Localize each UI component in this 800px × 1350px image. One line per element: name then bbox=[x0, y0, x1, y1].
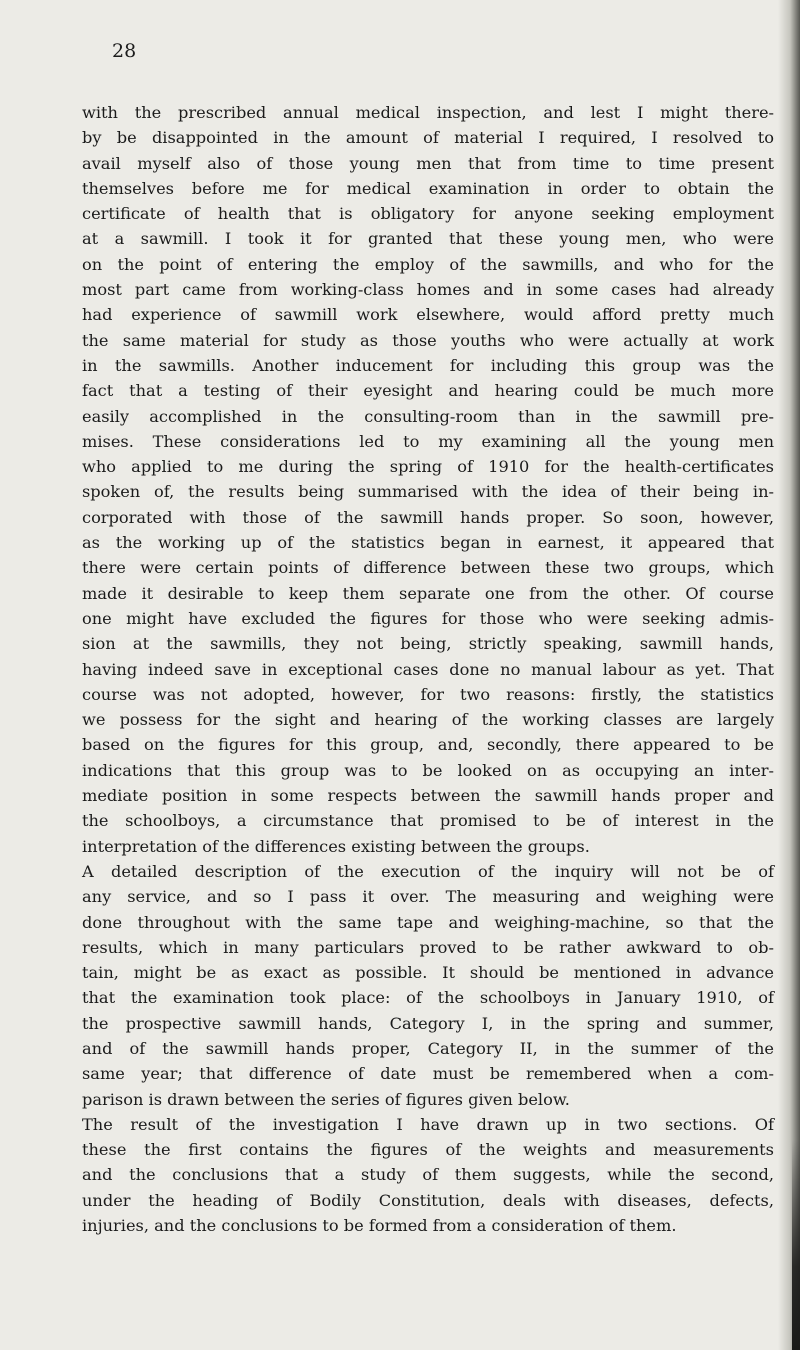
text-line: having indeed save in exceptional cases done no manual labour as yet. That bbox=[82, 659, 774, 679]
text-line: corporated with those of the sawmill hands proper. So soon, however, bbox=[82, 507, 774, 527]
page-edge-dark bbox=[792, 1140, 800, 1350]
text-line: tain, might be as exact as possible. It should be mentioned in advance bbox=[82, 963, 774, 983]
text-line: in the sawmills. Another inducement for including this group was the bbox=[82, 355, 774, 375]
text-line: there were certain points of difference between these two groups, which bbox=[82, 558, 774, 578]
text-line: same year; that difference of date must be remembered when a com- bbox=[82, 1064, 774, 1084]
text-line: mises. These considerations led to my examining all the young men bbox=[82, 431, 774, 451]
text-line: certificate of health that is obligatory for anyone seeking employment bbox=[82, 204, 774, 224]
text-line: who applied to me during the spring of 1910 for the health-certificates bbox=[82, 457, 774, 477]
text-line: made it desirable to keep them separate one from the other. Of course bbox=[82, 583, 774, 603]
text-line: any service, and so I pass it over. The measuring and weighing were bbox=[82, 887, 774, 907]
paragraph-start-line: A detailed description of the execution of the inquiry will not be of bbox=[82, 861, 774, 881]
text-line: as the working up of the statistics began in earnest, it appeared that bbox=[82, 533, 774, 553]
paragraph-start-line: The result of the investigation I have drawn up in two sections. Of bbox=[82, 1114, 774, 1134]
text-line: and the conclusions that a study of them suggests, while the second, bbox=[82, 1165, 774, 1185]
text-line: the schoolboys, a circumstance that promised to be of interest in the bbox=[82, 811, 774, 831]
text-line: with the prescribed annual medical inspection, and lest I might there- bbox=[82, 103, 774, 122]
text-line: easily accomplished in the consulting-room than in the sawmill pre- bbox=[82, 406, 774, 426]
text-line: sion at the sawmills, they not being, strictly speaking, sawmill hands, bbox=[82, 634, 774, 654]
text-line: fact that a testing of their eyesight and hearing could be much more bbox=[82, 381, 774, 401]
paragraph-end-line: parison is drawn between the series of figures given below. bbox=[82, 1089, 570, 1109]
text-line: the prospective sawmill hands, Category I, in the spring and summer, bbox=[82, 1013, 774, 1033]
text-line: under the heading of Bodily Constitution, deals with diseases, defects, bbox=[82, 1190, 774, 1210]
text-line: on the point of entering the employ of the sawmills, and who for the bbox=[82, 254, 774, 274]
text-line: these the first contains the figures of the weights and measurements bbox=[82, 1140, 774, 1160]
text-line: avail myself also of those young men that from time to time present bbox=[82, 153, 774, 173]
text-line: we possess for the sight and hearing of the working classes are largely bbox=[82, 710, 774, 730]
text-line: most part came from working-class homes and in some cases had already bbox=[82, 280, 774, 300]
text-line: by be disappointed in the amount of material I required, I resolved to bbox=[82, 128, 774, 148]
text-line: and of the sawmill hands proper, Category II, in the summer of the bbox=[82, 1038, 774, 1058]
text-line: results, which in many particulars proved to be rather awkward to ob- bbox=[82, 937, 774, 957]
text-line: indications that this group was to be looked on as occupying an inter- bbox=[82, 760, 774, 780]
page-number: 28 bbox=[112, 40, 137, 62]
text-line: had experience of sawmill work elsewhere, would afford pretty much bbox=[82, 305, 774, 325]
body-text bbox=[82, 100, 774, 1238]
text-line: course was not adopted, however, for two reasons: firstly, the statistics bbox=[82, 684, 774, 704]
text-line: based on the figures for this group, and, secondly, there appeared to be bbox=[82, 735, 774, 755]
text-line: done throughout with the same tape and weighing-machine, so that the bbox=[82, 912, 774, 932]
paragraph-end-line: injuries, and the conclusions to be formed from a consideration of them. bbox=[82, 1216, 677, 1236]
text-line: themselves before me for medical examination in order to obtain the bbox=[82, 178, 774, 198]
text-line: that the examination took place: of the schoolboys in January 1910, of bbox=[82, 988, 774, 1008]
paragraph-end-line: interpretation of the differences existing between the groups. bbox=[82, 836, 590, 856]
text-line: at a sawmill. I took it for granted that these young men, who were bbox=[82, 229, 774, 249]
text-line: spoken of, the results being summarised with the idea of their being in- bbox=[82, 482, 774, 502]
text-line: one might have excluded the figures for those who were seeking admis- bbox=[82, 608, 774, 628]
text-line: mediate position in some respects between the sawmill hands proper and bbox=[82, 786, 774, 806]
text-line: the same material for study as those youths who were actually at work bbox=[82, 330, 774, 350]
